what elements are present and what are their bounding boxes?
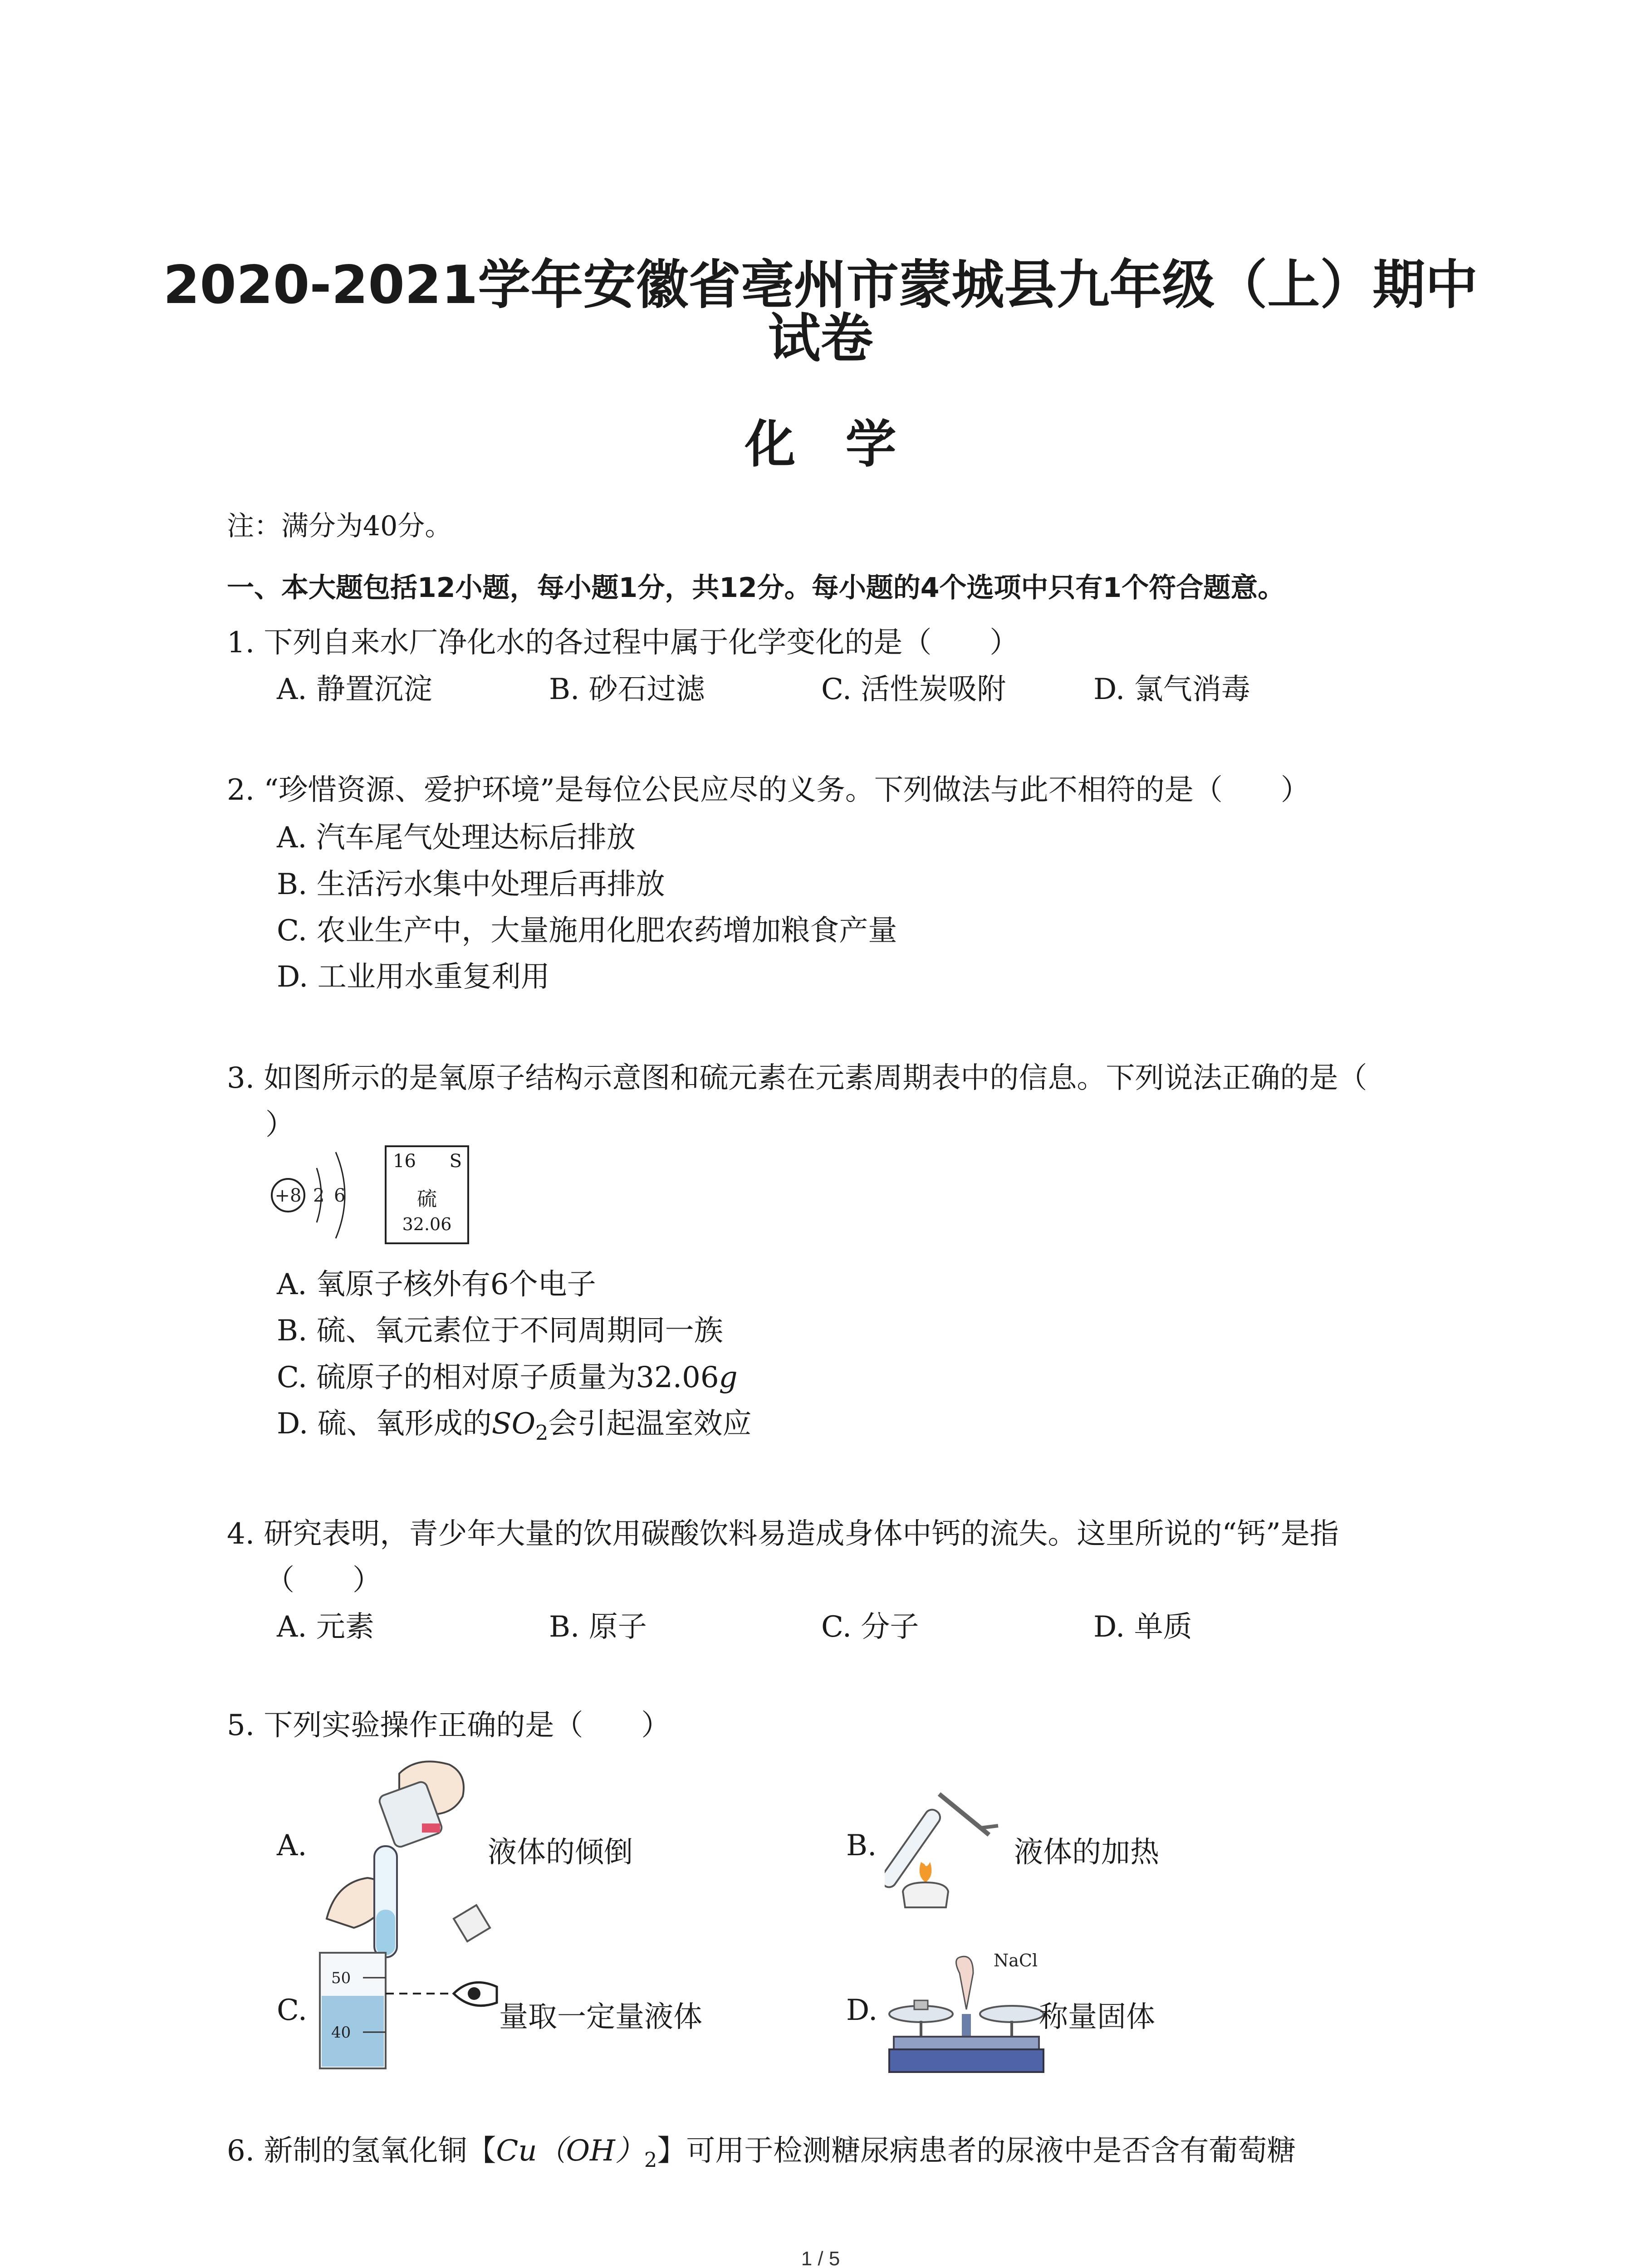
- question-3-option-d: D. 硫、氧形成的$SO_2$会引起温室效应: [277, 1407, 752, 1445]
- question-5-option-a-letter: A.: [277, 1829, 307, 1862]
- question-4-stem-end: （ ）: [265, 1564, 382, 1597]
- question-5-stem: 5. 下列实验操作正确的是（ ）: [227, 1709, 671, 1742]
- sulfur-element-cell: [385, 1145, 469, 1244]
- section-heading: 一、本大题包括12小题，每小题1分，共12分。每小题的4个选项中只有1个符合题意。: [227, 572, 1285, 604]
- page-number: 1 / 5: [801, 2248, 840, 2268]
- question-3-option-a: A. 氧原子核外有6个电子: [277, 1268, 596, 1301]
- question-5-option-b-label: 液体的加热: [1014, 1836, 1159, 1869]
- question-5-option-b-letter: B.: [846, 1829, 877, 1862]
- question-1-option-b: B. 砂石过滤: [549, 673, 705, 706]
- question-5-option-c-letter: C.: [277, 1994, 308, 2027]
- balance-scale-illustration: [885, 1946, 1048, 2077]
- element-atomic-mass: 32.06: [402, 1214, 452, 1234]
- pouring-liquid-illustration: [318, 1746, 499, 1964]
- question-5-option-c-label: 量取一定量液体: [499, 2000, 702, 2034]
- question-2-option-c: C. 农业生产中，大量施用化肥农药增加粮食产量: [277, 914, 897, 948]
- heating-liquid-illustration: [885, 1785, 1021, 1921]
- question-1-option-c: C. 活性炭吸附: [821, 673, 1006, 706]
- question-6-stem: 6. 新制的氢氧化铜【$Cu(OH)_2$】可用于检测糖尿病患者的尿液中是否含有葡萄糖: [227, 2134, 1296, 2172]
- cylinder-tick-50: 50: [331, 1969, 351, 1987]
- question-5-option-a-label: 液体的倾倒: [488, 1836, 633, 1869]
- question-3-option-b: B. 硫、氧元素位于不同周期同一族: [277, 1314, 723, 1348]
- sample-label: NaCl: [994, 1950, 1038, 1970]
- question-1-option-a: A. 静置沉淀: [277, 673, 432, 706]
- question-2-option-d: D. 工业用水重复利用: [277, 960, 550, 994]
- element-name: 硫: [417, 1188, 437, 1211]
- question-1-stem: 1. 下列自来水厂净化水的各过程中属于化学变化的是（ ）: [227, 626, 1019, 660]
- element-symbol: S: [449, 1151, 462, 1172]
- question-4-option-b: B. 原子: [549, 1610, 647, 1644]
- question-2-stem: 2. “珍惜资源、爱护环境”是每位公民应尽的义务。下列做法与此不相符的是（ ）: [227, 773, 1310, 807]
- question-2-option-a: A. 汽车尾气处理达标后排放: [277, 821, 636, 855]
- atom-shell-2-label: 6: [334, 1185, 346, 1206]
- score-note: 注：满分为40分。: [227, 510, 452, 542]
- subject-heading: 化学: [745, 415, 946, 474]
- question-5-option-d-letter: D.: [846, 1994, 878, 2027]
- question-3-stem: 3. 如图所示的是氧原子结构示意图和硫元素在元素周期表中的信息。下列说法正确的是（: [227, 1061, 1367, 1095]
- page-title-continued: 试卷: [768, 308, 873, 369]
- oxygen-atom-diagram: [268, 1143, 358, 1247]
- element-atomic-number: 16: [393, 1151, 416, 1172]
- cylinder-tick-40: 40: [331, 2024, 351, 2042]
- question-4-option-a: A. 元素: [277, 1610, 374, 1644]
- question-5-option-d-label: 称量固体: [1039, 2000, 1155, 2034]
- question-3-stem-end: ）: [265, 1108, 294, 1142]
- page-title: 2020-2021学年安徽省亳州市蒙城县九年级（上）期中: [163, 254, 1478, 316]
- question-3-option-c: C. 硫原子的相对原子质量为32.06g: [277, 1361, 738, 1394]
- graduated-cylinder-illustration: [318, 1950, 508, 2073]
- question-1-option-d: D. 氯气消毒: [1093, 673, 1250, 706]
- question-4-option-d: D. 单质: [1093, 1610, 1192, 1644]
- atom-shell-1-label: 2: [313, 1185, 325, 1206]
- question-4-stem: 4. 研究表明，青少年大量的饮用碳酸饮料易造成身体中钙的流失。这里所说的“钙”是指: [227, 1517, 1339, 1551]
- atom-nucleus-label: +8: [274, 1185, 302, 1206]
- question-2-option-b: B. 生活污水集中处理后再排放: [277, 868, 665, 901]
- question-4-option-c: C. 分子: [821, 1610, 919, 1644]
